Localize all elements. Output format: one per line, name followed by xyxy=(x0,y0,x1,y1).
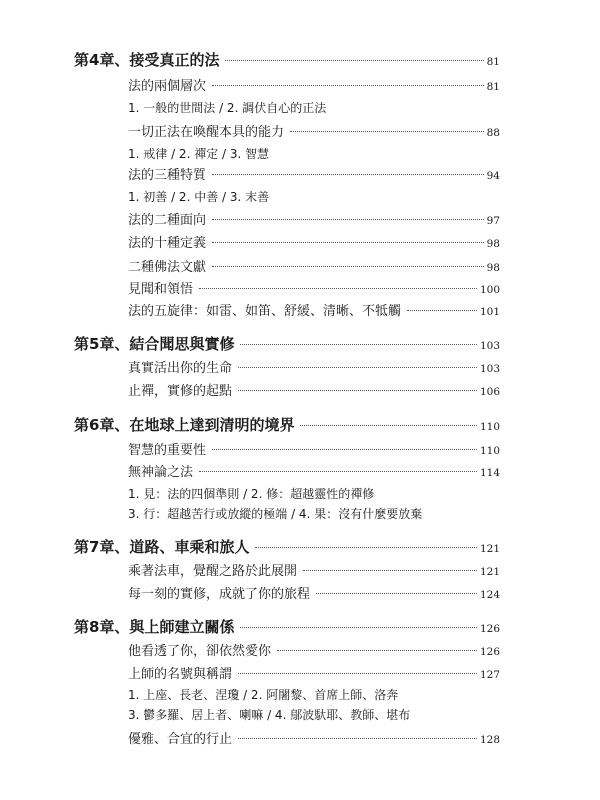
page-number: 127 xyxy=(479,669,500,681)
page-number: 126 xyxy=(479,646,500,658)
toc-subtopics: 1. 見：法的四個準則 / 2. 修：超越靈性的禪修 xyxy=(128,487,375,501)
page-number: 110 xyxy=(479,421,500,433)
page-number: 98 xyxy=(486,238,500,250)
entry-title: 法的二種面向 xyxy=(128,213,207,228)
dot-leader xyxy=(212,242,484,243)
toc-chapter-4[interactable] xyxy=(74,49,500,70)
toc-entry[interactable] xyxy=(128,439,500,458)
toc-chapter-6[interactable] xyxy=(74,414,500,435)
toc-entry[interactable] xyxy=(128,232,500,251)
page-number: 103 xyxy=(479,363,500,375)
dot-leader xyxy=(212,266,484,267)
page-number: 101 xyxy=(479,306,500,318)
dot-leader xyxy=(238,390,477,391)
page-number: 126 xyxy=(479,623,500,635)
entry-title: 止禪，實修的起點 xyxy=(128,384,233,399)
entry-title: 法的十種定義 xyxy=(128,236,207,251)
page-number: 124 xyxy=(479,589,500,601)
dot-leader xyxy=(212,219,484,220)
entry-title: 優雅、合宜的行止 xyxy=(128,732,233,747)
dot-leader xyxy=(212,85,484,86)
entry-title: 一切正法在喚醒本具的能力 xyxy=(128,125,285,140)
chapter-title: 第4章、接受真正的法 xyxy=(74,51,220,69)
toc-entry[interactable] xyxy=(128,380,500,399)
page-number: 114 xyxy=(479,467,500,479)
toc-entry[interactable] xyxy=(128,583,500,602)
page-number: 81 xyxy=(486,56,500,68)
toc-entry[interactable] xyxy=(128,75,500,94)
entry-title: 見聞和領悟 xyxy=(128,282,194,297)
toc-entry[interactable] xyxy=(128,640,500,659)
toc-entry[interactable] xyxy=(128,663,500,682)
dot-leader xyxy=(238,367,477,368)
dot-leader xyxy=(300,425,477,426)
toc-entry[interactable] xyxy=(128,357,500,376)
dot-leader xyxy=(407,310,477,311)
toc-entry[interactable] xyxy=(128,728,500,747)
dot-leader xyxy=(277,650,477,651)
page-number: 110 xyxy=(479,445,500,457)
entry-title: 真實活出你的生命 xyxy=(128,361,233,376)
dot-leader xyxy=(238,738,477,739)
toc-subtopics: 1. 上座、長老、涅瓊 / 2. 阿闍黎、首席上師、洛奔 xyxy=(128,688,399,702)
toc-subtopics: 1. 戒律 / 2. 禪定 / 3. 智慧 xyxy=(128,147,270,161)
page-number: 106 xyxy=(479,386,500,398)
chapter-title: 第6章、在地球上達到清明的境界 xyxy=(74,416,295,434)
page-number: 97 xyxy=(486,215,500,227)
entry-title: 每一刻的實修，成就了你的旅程 xyxy=(128,587,311,602)
chapter-title: 第7章、道路、車乘和旅人 xyxy=(74,538,250,556)
dot-leader xyxy=(238,673,477,674)
dot-leader xyxy=(290,131,484,132)
page-number: 103 xyxy=(479,340,500,352)
dot-leader xyxy=(212,449,477,450)
toc-entry[interactable] xyxy=(128,461,500,480)
page-number: 88 xyxy=(486,127,500,139)
entry-title: 法的兩個層次 xyxy=(128,79,207,94)
toc-chapter-7[interactable] xyxy=(74,536,500,557)
entry-title: 二種佛法文獻 xyxy=(128,260,207,275)
dot-leader xyxy=(199,288,477,289)
toc-chapter-8[interactable] xyxy=(74,616,500,637)
toc-entry[interactable] xyxy=(128,300,500,319)
page-number: 121 xyxy=(479,566,500,578)
toc-subtopics: 1. 一般的世間法 / 2. 調伏自心的正法 xyxy=(128,101,327,115)
entry-title: 上師的名號與稱謂 xyxy=(128,667,233,682)
dot-leader xyxy=(255,547,477,548)
entry-title: 智慧的重要性 xyxy=(128,443,207,458)
page-number: 98 xyxy=(486,262,500,274)
toc-entry[interactable] xyxy=(128,121,500,140)
dot-leader xyxy=(316,593,477,594)
page-number: 81 xyxy=(486,81,500,93)
dot-leader xyxy=(225,60,483,61)
toc-chapter-5[interactable] xyxy=(74,333,500,354)
page-number: 128 xyxy=(479,734,500,746)
entry-title: 他看透了你，卻依然愛你 xyxy=(128,644,272,659)
page-number: 94 xyxy=(486,170,500,182)
chapter-title: 第8章、與上師建立關係 xyxy=(74,618,235,636)
toc-entry[interactable] xyxy=(128,560,500,579)
entry-title: 法的五旋律：如雷、如笛、舒緩、清晰、不牴觸 xyxy=(128,304,402,319)
toc-entry[interactable] xyxy=(128,278,500,297)
toc-entry[interactable] xyxy=(128,256,500,275)
toc-subtopics: 3. 鬱多羅、居上者、喇嘛 / 4. 鄔波馱耶、教師、堪布 xyxy=(128,708,411,722)
chapter-title: 第5章、結合聞思與實修 xyxy=(74,335,235,353)
toc-entry[interactable] xyxy=(128,164,500,183)
dot-leader xyxy=(240,344,477,345)
entry-title: 乘著法車，覺醒之路於此展開 xyxy=(128,564,298,579)
dot-leader xyxy=(199,471,477,472)
entry-title: 法的三種特質 xyxy=(128,168,207,183)
dot-leader xyxy=(303,570,477,571)
toc-subtopics: 1. 初善 / 2. 中善 / 3. 末善 xyxy=(128,190,270,204)
page-number: 100 xyxy=(479,284,500,296)
page-number: 121 xyxy=(479,543,500,555)
toc-entry[interactable] xyxy=(128,209,500,228)
dot-leader xyxy=(212,174,484,175)
dot-leader xyxy=(240,627,477,628)
toc-subtopics: 3. 行：超越苦行或放縱的極端 / 4. 果：沒有什麼要放棄 xyxy=(128,507,423,521)
entry-title: 無神論之法 xyxy=(128,465,194,480)
